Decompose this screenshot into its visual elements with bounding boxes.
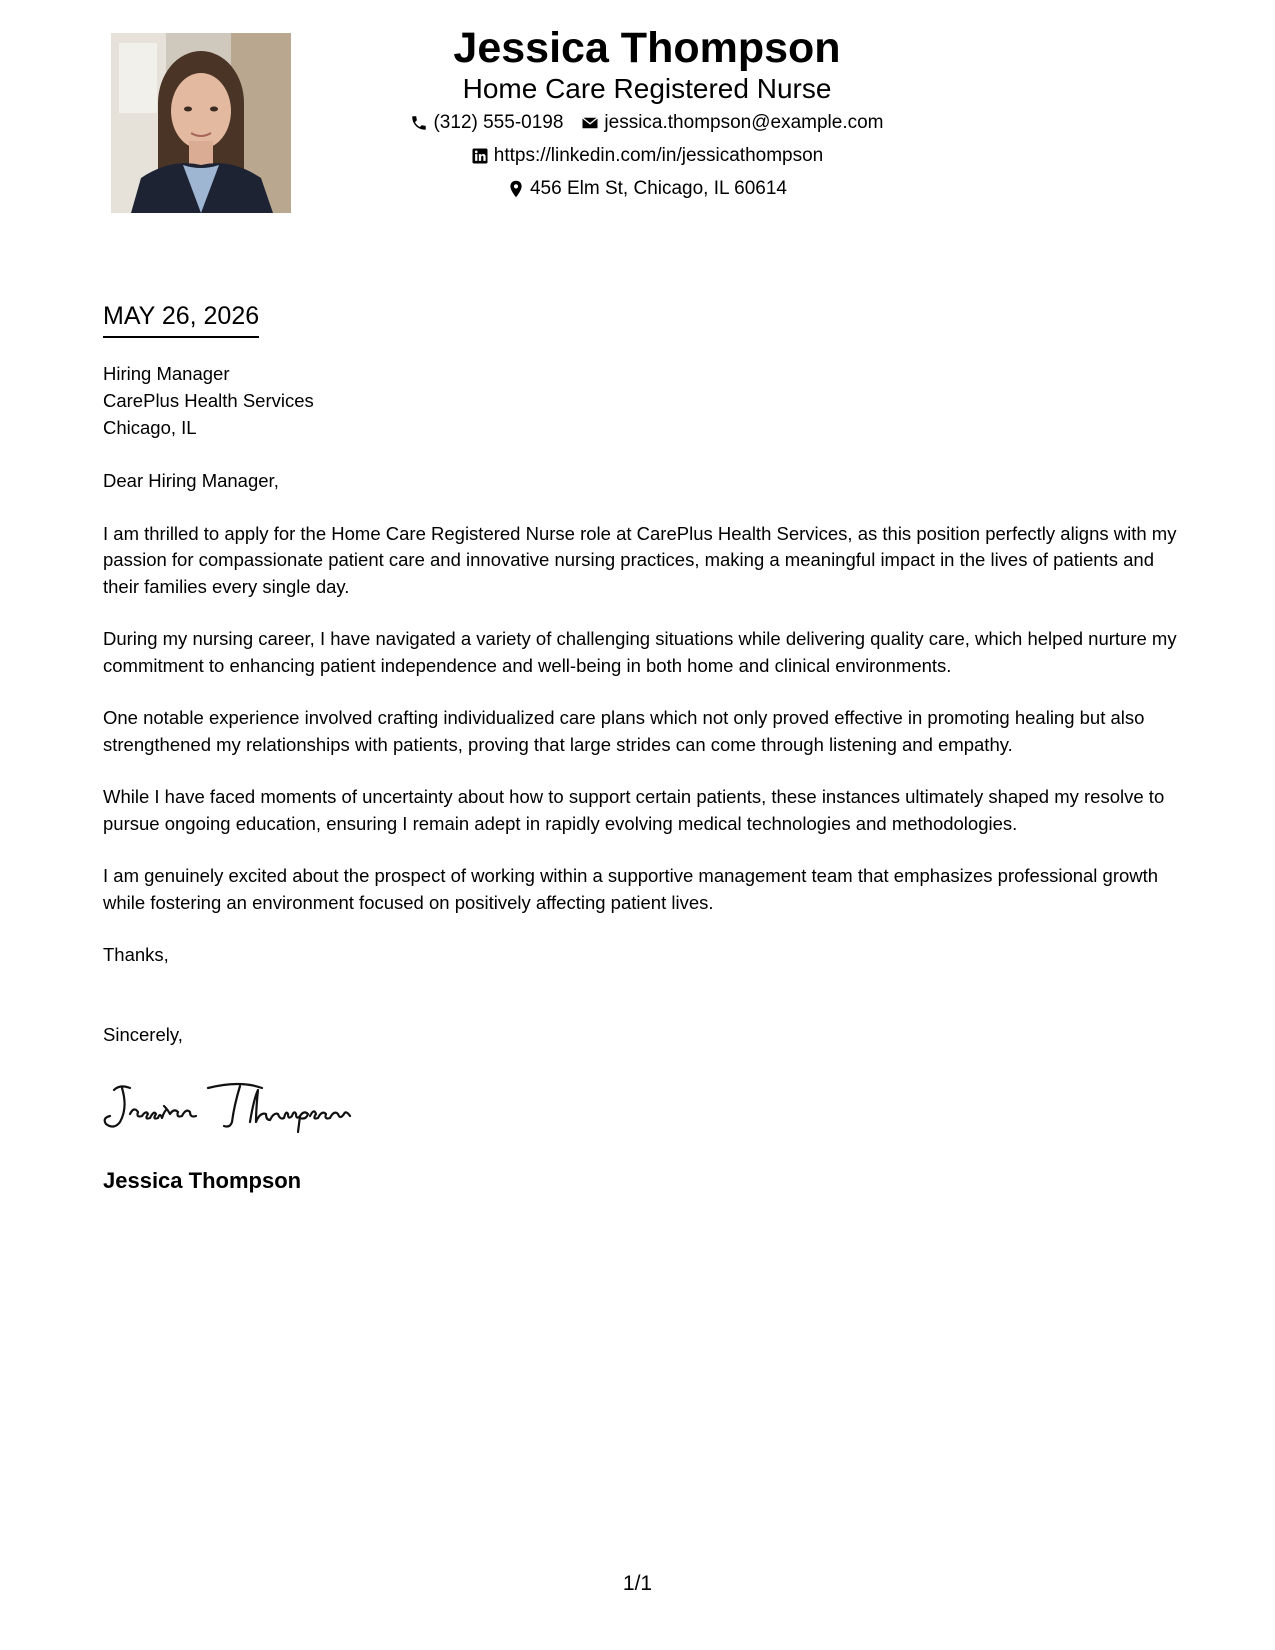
recipient-line-1: Hiring Manager: [103, 363, 230, 384]
phone-contact[interactable]: [410, 106, 563, 139]
contact-line-1: [300, 106, 994, 139]
page-number: 1/1: [622, 1572, 653, 1595]
applicant-title: Home Care Registered Nurse: [462, 73, 832, 104]
phone-text: (312) 555-0198: [433, 112, 564, 133]
envelope-icon: [581, 114, 599, 132]
recipient-line-2: CarePlus Health Services: [103, 390, 314, 411]
profile-photo: [111, 33, 291, 213]
applicant-name: Jessica Thompson: [453, 24, 841, 72]
address-contact: [507, 172, 787, 205]
closing-line: Sincerely,: [103, 1023, 183, 1045]
body-paragraph: One notable experience involved crafting individualized care plans which not only proved effective in promoting healing but also strengthened my relationships with patients, proving that large strides can come through listening and empathy.: [103, 707, 1145, 755]
signed-name: Jessica Thompson: [103, 1168, 302, 1193]
contact-line-3: [300, 172, 994, 205]
linkedin-icon: [471, 147, 489, 165]
letter-body: [103, 468, 1183, 1074]
thanks-line: Thanks,: [103, 944, 169, 965]
recipient-block: [103, 360, 314, 441]
body-paragraph: During my nursing career, I have navigated a variety of challenging situations while delivering quality care, which helped nurture my commitment to enhancing patient independence and well-being in both home and clinical environments.: [103, 628, 1177, 676]
body-paragraph: I am genuinely excited about the prospect of working within a supportive management team that emphasizes professional growth while fostering an environment focused on positively affecting patient lives.: [103, 865, 1159, 913]
email-contact[interactable]: [581, 106, 883, 139]
body-paragraph: While I have faced moments of uncertainty about how to support certain patients, these instances ultimately shaped my resolve to pursue ongoing education, ensuring I remain adept in rapidly evolving medical technologies and methodologies.: [103, 786, 1165, 834]
contact-line-2: [300, 139, 994, 172]
map-pin-icon: [507, 180, 525, 198]
recipient-line-3: Chicago, IL: [103, 417, 197, 438]
email-text: jessica.thompson@example.com: [604, 112, 884, 133]
handwritten-signature: [100, 1078, 370, 1138]
linkedin-contact[interactable]: [471, 139, 824, 172]
header: [300, 22, 994, 205]
phone-icon: [410, 114, 428, 132]
linkedin-text: https://linkedin.com/in/jessicathompson: [493, 145, 824, 166]
letter-date: MAY 26, 2026: [103, 300, 259, 338]
body-paragraph: I am thrilled to apply for the Home Care Registered Nurse role at CarePlus Health Services, as this position perfectly aligns with my passion for compassionate patient care and innovative nursing practices, making a meaningful impact in the lives of patients and their families every single day.: [103, 522, 1177, 597]
address-text: 456 Elm St, Chicago, IL 60614: [529, 178, 787, 199]
salutation: Dear Hiring Manager,: [103, 470, 279, 491]
